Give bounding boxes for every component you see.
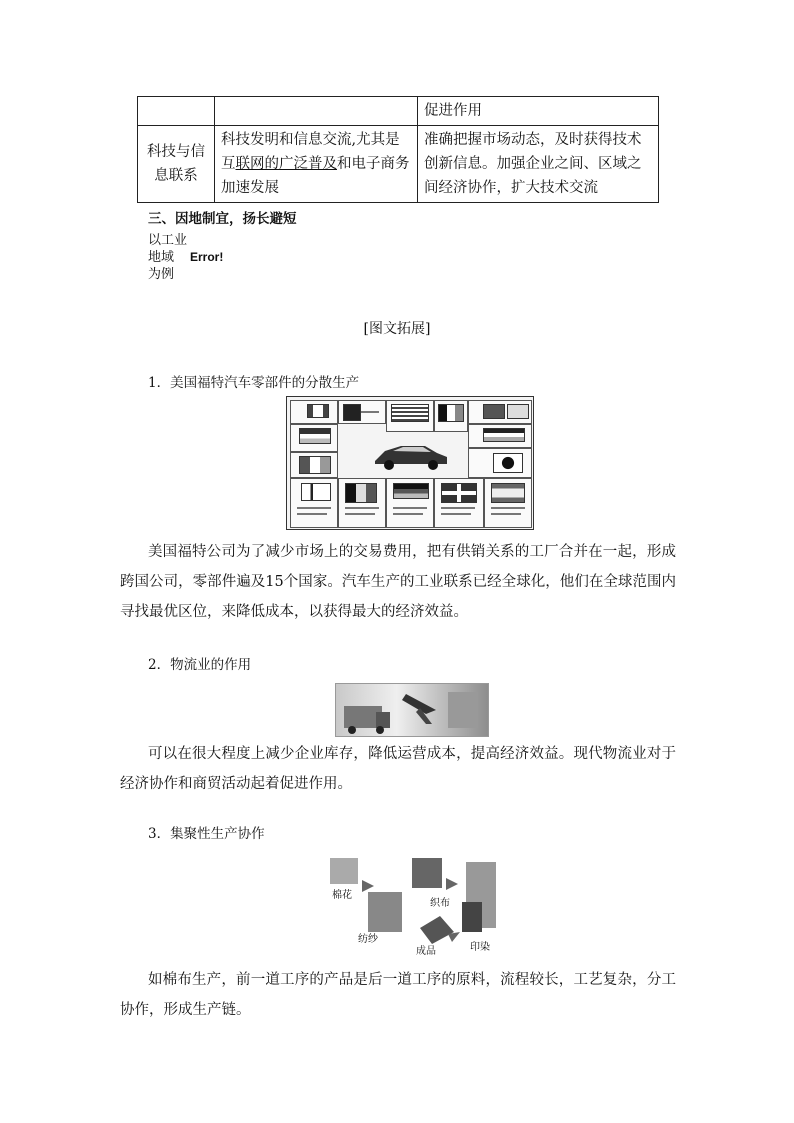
- error-text: Error!: [190, 250, 224, 264]
- paragraph: 如棉布生产，前一道工序的产品是后一道工序的原料，流程较长，工艺复杂，分工协作，形成生产链。: [120, 972, 676, 1018]
- textile-chain-figure: [328, 852, 498, 957]
- table-cell: [215, 126, 418, 203]
- label-weave: 织布: [430, 898, 450, 909]
- flag-cell: [434, 400, 468, 432]
- ford-parts-figure: [286, 396, 534, 530]
- flag-cell: [386, 478, 434, 528]
- flag-cell: [338, 400, 386, 424]
- info-table: [137, 96, 659, 203]
- paragraph: 美国福特公司为了减少市场上的交易费用，把有供销关系的工厂合并在一起，形成跨国公司，零部件遍及15个国家。汽车生产的工业联系已经全球化，他们在全球范围内寻找最优区位，来降低成本，以获得最大的经济效益。: [120, 544, 676, 620]
- item-heading: 1．美国福特汽车零部件的分散生产: [148, 375, 360, 391]
- item-heading: 2．物流业的作用: [148, 657, 252, 673]
- label-spin: 纺纱: [358, 934, 378, 945]
- table-row: [138, 126, 659, 203]
- section-heading: 三、因地制宜，扬长避短: [148, 211, 297, 227]
- flag-cell: [468, 424, 532, 448]
- flag-cell: [468, 400, 532, 424]
- paragraph: 可以在很大程度上减少企业库存，降低运营成本，提高经济效益。现代物流业对于经济协作和商贸活动起着促进作用。: [120, 746, 676, 792]
- table-cell: 准确把握市场动态，及时获得技术创新信息。加强企业之间、区域之间经济协作，扩大技术交流: [418, 126, 659, 203]
- table-cell: [215, 97, 418, 126]
- label-product: 成品: [416, 946, 436, 957]
- flag-cell: [434, 478, 484, 528]
- logistics-icon: [336, 684, 488, 736]
- logistics-image: [335, 683, 489, 737]
- underlined-text: 广泛普及: [279, 156, 337, 172]
- item-heading: 3．集聚性生产协作: [148, 826, 265, 842]
- flag-cell: [484, 478, 532, 528]
- flag-cell: [290, 478, 338, 528]
- cell-text: 科技发明和信息交流,尤其是互: [221, 132, 400, 172]
- flag-cell: [468, 448, 532, 478]
- flag-cell: [290, 424, 338, 452]
- table-row: [138, 97, 659, 126]
- flag-cell: [290, 400, 338, 424]
- table-cell: [138, 97, 215, 126]
- flag-cell: [386, 400, 434, 432]
- cell-text: 和电子商务加速发展: [221, 156, 410, 196]
- table-cell: 促进作用: [418, 97, 659, 126]
- brace-line: 以工业: [148, 233, 188, 248]
- label-dye: 印染: [470, 942, 490, 953]
- brace-block: [148, 232, 224, 283]
- extension-title: [图文拓展]: [363, 321, 431, 337]
- production-chain-icon: [328, 852, 498, 952]
- brace-line: 为例: [148, 267, 175, 282]
- flag-cell: [290, 452, 338, 478]
- underlined-text: 联网的: [235, 156, 279, 172]
- table-cell: [138, 126, 215, 203]
- flag-cell: [338, 478, 386, 528]
- brace-line: 地域: [148, 250, 175, 265]
- car-icon: [371, 437, 451, 473]
- row-label: 科技与信息联系: [147, 144, 205, 184]
- label-cotton: 棉花: [332, 890, 352, 901]
